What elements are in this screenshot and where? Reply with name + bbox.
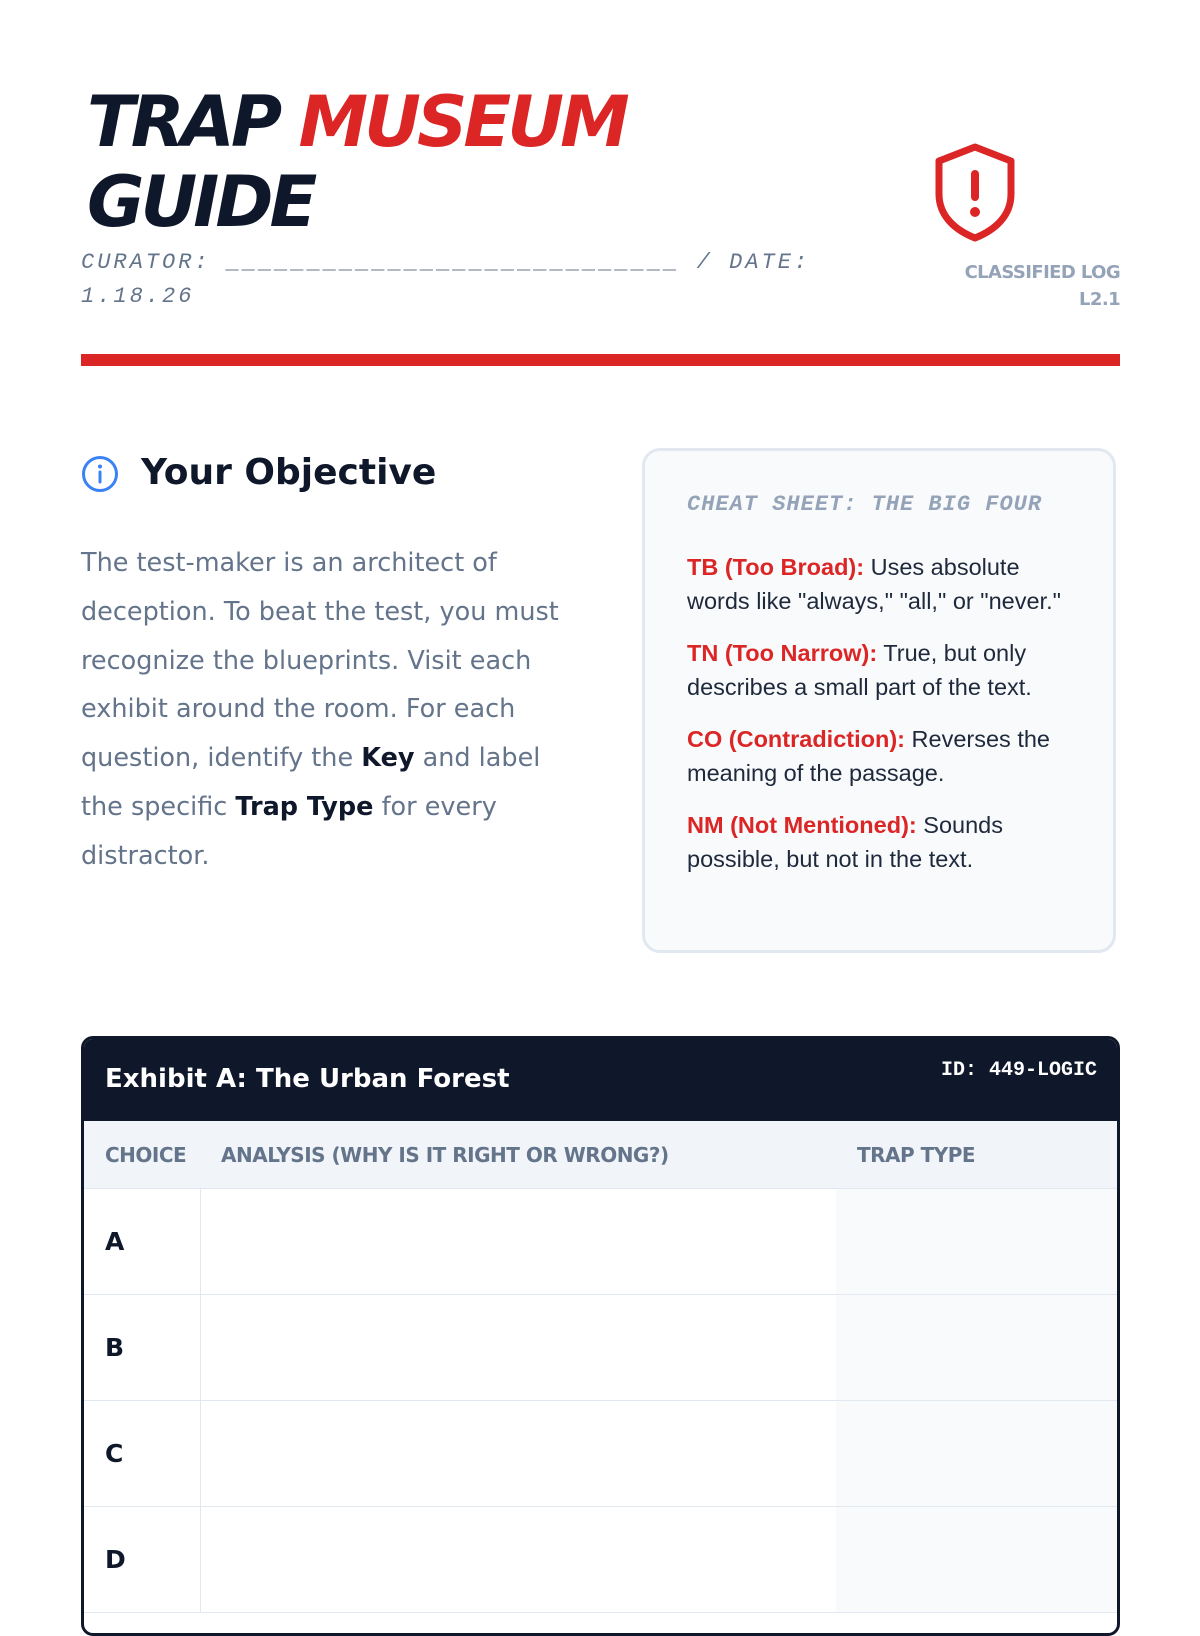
column-header-analysis: ANALYSIS (WHY IS IT RIGHT OR WRONG?) [200, 1121, 836, 1189]
exhibit-id: ID: 449-LOGIC [940, 1059, 1097, 1082]
table-row [84, 1189, 1117, 1295]
analysis-cell[interactable] [200, 1189, 836, 1295]
cheat-desc: Sounds possible, but not in the text. [687, 812, 1003, 872]
trap-type-cell[interactable] [836, 1295, 1117, 1401]
key-term: Key [361, 743, 415, 774]
trap-type-cell[interactable] [836, 1401, 1117, 1507]
worksheet-page [81, 0, 1120, 1600]
cheat-term: TN (Too Narrow): [687, 640, 878, 666]
trap-type-cell[interactable] [836, 1507, 1117, 1613]
title-museum: MUSEUM [298, 81, 626, 163]
column-header-trap-type: TRAP TYPE [836, 1121, 1117, 1189]
shield-alert-icon [933, 142, 1017, 242]
choice-cell: A [84, 1189, 200, 1295]
table-row [84, 1295, 1117, 1401]
table-header-row [84, 1121, 1117, 1189]
exhibit-table [84, 1121, 1117, 1613]
cheat-item-too-broad [687, 551, 1082, 618]
trap-type-cell[interactable] [836, 1189, 1117, 1295]
objective-text-part: for every distractor. [81, 791, 497, 871]
page-title [87, 82, 626, 242]
title-trap: TRAP [87, 81, 299, 163]
table-row [84, 1507, 1117, 1613]
cheat-term: NM (Not Mentioned): [687, 812, 917, 838]
cheat-desc: Reverses the meaning of the passage. [687, 726, 1050, 786]
exhibit-header [84, 1039, 1117, 1121]
cheat-item-too-narrow [687, 637, 1082, 704]
classified-level-text: L2.1 [1079, 289, 1120, 310]
classified-log-label [965, 259, 1120, 313]
cheat-term: TB (Too Broad): [687, 554, 865, 580]
cheat-desc: True, but only describes a small part of the text. [687, 640, 1032, 700]
trap-type-term: Trap Type [235, 791, 374, 822]
header-divider [81, 354, 1120, 366]
objective-text-part: The test-maker is an architect of deception. To beat the test, you must recognize the blueprints. Visit each exhibit around the room. For each question, identify the [81, 548, 559, 774]
choice-cell: B [84, 1295, 200, 1401]
cheat-term: CO (Contradiction): [687, 726, 905, 752]
cheat-sheet-list [687, 551, 1082, 895]
analysis-cell[interactable] [200, 1507, 836, 1613]
choice-cell: D [84, 1507, 200, 1613]
column-header-choice: CHOICE [84, 1121, 200, 1189]
cheat-item-contradiction [687, 723, 1082, 790]
choice-cell: C [84, 1401, 200, 1507]
exhibit-card [81, 1036, 1120, 1636]
cheat-sheet-card [642, 448, 1116, 953]
info-icon [81, 455, 119, 493]
exhibit-title: Exhibit A: The Urban Forest [105, 1064, 510, 1094]
title-guide: GUIDE [87, 161, 314, 243]
curator-date-line: CURATOR: ____________________________ / DATE: 1.18.26 [81, 250, 811, 309]
objective-text-part: and label the specific [81, 743, 541, 822]
cheat-sheet-title: CHEAT SHEET: THE BIG FOUR [687, 492, 1043, 517]
objective-text [81, 539, 561, 881]
cheat-desc: Uses absolute words like "always," "all," or "never." [687, 554, 1061, 614]
table-row [84, 1401, 1117, 1507]
analysis-cell[interactable] [200, 1295, 836, 1401]
classified-log-text: CLASSIFIED LOG [964, 262, 1120, 283]
analysis-cell[interactable] [200, 1401, 836, 1507]
cheat-item-not-mentioned [687, 809, 1082, 876]
objective-title: Your Objective [141, 452, 437, 493]
